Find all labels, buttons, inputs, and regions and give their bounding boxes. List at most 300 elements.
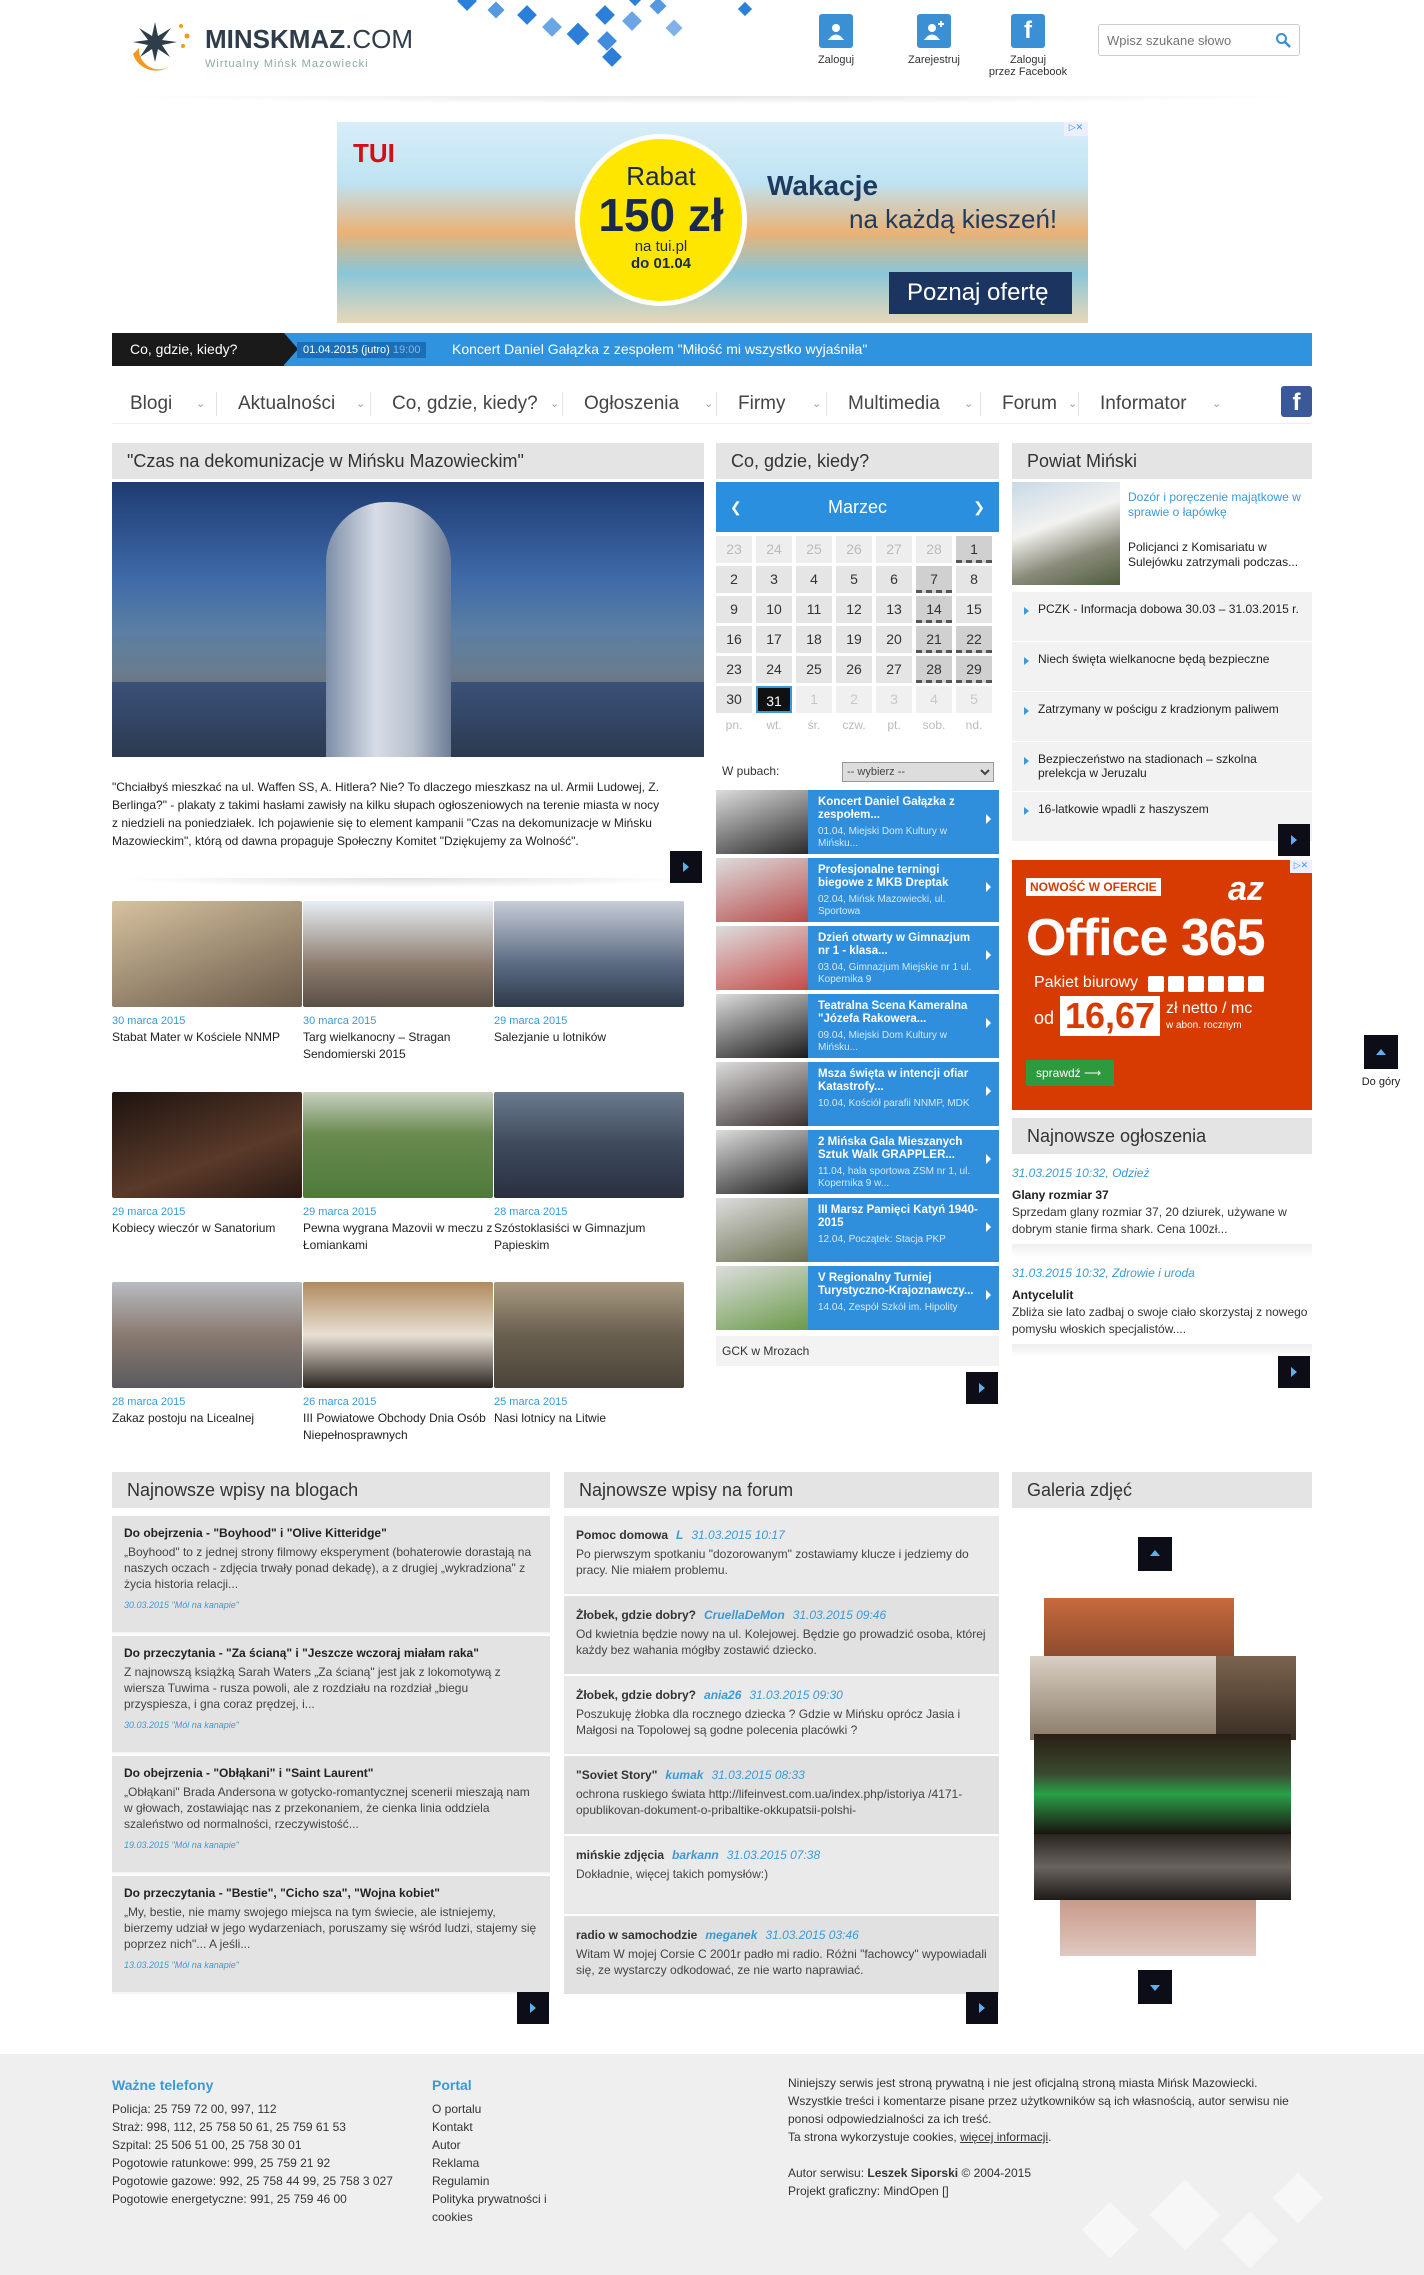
login-button[interactable] (788, 14, 884, 66)
forum-entry[interactable] (564, 1596, 999, 1674)
thumb-image (112, 1092, 302, 1198)
event-image (716, 1130, 808, 1194)
calendar-day[interactable]: 3 (876, 686, 912, 713)
event-title[interactable]: V Regionalny Turniej Turystyczno-Krajoznawczy... (818, 1272, 974, 1297)
powiat-item[interactable]: Niech święta wielkanocne będą bezpieczne (1012, 642, 1312, 692)
discount-label: Rabat (626, 161, 696, 191)
forum-entry[interactable] (564, 1676, 999, 1754)
calendar-day[interactable]: 2 (836, 686, 872, 713)
footer-link-rules[interactable]: Regulamin (432, 2174, 490, 2188)
calendar-day[interactable]: 27 (876, 536, 912, 563)
ticker-label: Co, gdzie, kiedy? (112, 333, 284, 366)
blog-entry-title[interactable]: Do obejrzenia - "Boyhood" i "Olive Kitteridge" (124, 1526, 387, 1540)
calendar-month: Marzec (827, 497, 887, 517)
calendar-day[interactable]: 9 (716, 596, 752, 623)
main-nav (112, 384, 1312, 424)
search-icon[interactable] (1275, 32, 1291, 48)
calendar-day[interactable]: 14 (916, 596, 952, 623)
ad-pakiet: Pakiet biurowy (1034, 974, 1139, 991)
feature-shadow (112, 878, 704, 888)
footer-link-privacy[interactable]: Polityka prywatności i cookies (432, 2192, 547, 2224)
forum-entry-date: 31.03.2015 10:17 (691, 1528, 785, 1542)
calendar-day[interactable]: 28 (916, 656, 952, 683)
calendar-day[interactable]: 10 (756, 596, 792, 623)
thumb-date: 28 marca 2015 (112, 1396, 186, 1408)
event-subtitle: 01.04, Miejski Dom Kultury w Mińsku... (818, 826, 947, 849)
blog-entry-text: „Obłąkani" Brada Andersona w gotycko-romantycznej scenerii mieszają nam w głowach, zostawiając nas z przekonaniem, że cienka linia oddziela szaleństwo od normalności, rzeczywistość... (124, 1785, 530, 1831)
powiat-top-title[interactable]: Dozór i poręczenie majątkowe w sprawie o łapówkę (1128, 490, 1301, 519)
calendar-day[interactable]: 5 (956, 686, 992, 713)
nav-item-co-gdzie-kiedy[interactable]: Co, gdzie, kiedy? ⌄ (392, 393, 560, 414)
event-title[interactable]: Msza święta w intencji ofiar Katastrofy... (818, 1068, 969, 1093)
calendar-title[interactable]: Co, gdzie, kiedy? (716, 443, 999, 479)
gallery-title[interactable]: Galeria zdjęć (1012, 1472, 1312, 1508)
calendar-day[interactable]: 23 (716, 536, 752, 563)
nav-separator (826, 392, 827, 416)
thumb-title[interactable]: Kobiecy wieczór w Sanatorium (112, 1221, 276, 1235)
calendar-day[interactable]: 17 (756, 626, 792, 653)
feature-text: "Chciałbyś mieszkać na ul. Waffen SS, A. Hitlera? Nie? To dlaczego mieszkasz na ul. Armii Ludowej, Z. Berlinga?" - plakaty z takimi hasłami zawisły na kilku słupach ogłoszeniowych na terenie miasta w nocy z niedzieli na poniedziałek. Ich pojawienie się to element kampanii "Czas na dekomunizacje w Mińsku Mazowieckim", którą od dawna propaguje Społeczny Komitet "Dziękujemy za Wolność". (112, 780, 660, 848)
nav-item-informator[interactable]: Informator ⌄ (1100, 393, 1222, 414)
nav-item-forum[interactable]: Forum ⌄ (1002, 393, 1078, 414)
event-subtitle: 02.04, Mińsk Mazowiecki, ul. Sportowa (818, 894, 946, 917)
site-logo[interactable] (125, 18, 413, 78)
calendar-day[interactable]: 2 (716, 566, 752, 593)
thumb-title[interactable]: Szóstoklasiści w Gimnazjum Papieskim (494, 1221, 646, 1252)
forum-title[interactable]: Najnowsze wpisy na forum (564, 1472, 999, 1508)
blog-entry-date: 19.03.2015 "Mól na kanapie" (124, 1840, 239, 1850)
discount-until: do 01.04 (630, 255, 692, 272)
event-title[interactable]: Koncert Daniel Gałązka z zespołem... (818, 796, 955, 821)
blog-entry-date: 13.03.2015 "Mól na kanapie" (124, 1960, 239, 1970)
thumb-image (494, 901, 684, 1007)
forum-entry[interactable] (564, 1836, 999, 1914)
thumb-title[interactable]: Targ wielkanocny – Stragan Sendomierski 2015 (303, 1030, 451, 1061)
go-top-button[interactable] (1364, 1035, 1398, 1069)
forum-entry-title[interactable]: Żłobek, gdzie dobry? (576, 1608, 697, 1622)
news-thumb[interactable] (112, 1092, 302, 1237)
powiat-top-text: Policjanci z Komisariatu w Sulejówku zatrzymali podczas... (1128, 540, 1299, 569)
nav-item-ogloszenia[interactable]: Ogłoszenia ⌄ (584, 393, 714, 414)
calendar-day[interactable]: 11 (796, 596, 832, 623)
news-thumb[interactable] (494, 1092, 684, 1254)
forum-entry-title[interactable]: "Soviet Story" (576, 1768, 658, 1782)
calendar-day[interactable]: 19 (836, 626, 872, 653)
nav-separator (370, 392, 371, 416)
event-title[interactable]: Profesjonalne terningi biegowe z MKB Dreptak (818, 864, 949, 889)
thumb-title[interactable]: Stabat Mater w Kościele NNMP (112, 1030, 281, 1044)
announcement-date: 31.03.2015 10:32, Odzież (1012, 1166, 1150, 1180)
forum-entry-text: Od kwietnia będzie nowy na ul. Kolejowej. Będzie go prowadzić osoba, której każdy bez wahania mógłby zostawić dziecko. (576, 1627, 986, 1657)
forum-entry-title[interactable]: radio w samochodzie (576, 1928, 698, 1942)
forum-entry-title[interactable]: Żłobek, gdzie dobry? (576, 1688, 697, 1702)
footer-link-contact[interactable]: Kontakt (432, 2120, 473, 2134)
thumb-image (494, 1282, 684, 1388)
blog-entry-title[interactable]: Do obejrzenia - "Obłąkani" i "Saint Laurent" (124, 1766, 374, 1780)
office-apps-icons (1148, 976, 1296, 994)
event-title[interactable]: 2 Mińska Gala Mieszanych Sztuk Walk GRAPPLER... (818, 1136, 963, 1161)
calendar-day[interactable]: 1 (796, 686, 832, 713)
gallery-next-button[interactable] (1138, 1970, 1172, 2004)
thumb-date: 26 marca 2015 (303, 1396, 377, 1408)
calendar-day[interactable]: 20 (876, 626, 912, 653)
calendar-event[interactable] (716, 1130, 999, 1196)
add-user-icon (917, 14, 951, 48)
tui-banner-ad[interactable] (337, 122, 1088, 323)
discount-amount: 150 zł (598, 189, 724, 241)
office365-ad[interactable] (1012, 860, 1312, 1110)
calendar-weekday: pt. (887, 718, 901, 732)
footer-link-author[interactable]: Autor (432, 2138, 461, 2152)
forum-entry-text: ochrona ruskiego świata http://lifeinvest.com.ua/index.php/istoriya /4171-opublikovan-dokument-o-pribaltike-okkupatsii-polshi- (576, 1787, 963, 1817)
gallery-photo[interactable] (1034, 1734, 1291, 1834)
thumb-date: 30 marca 2015 (303, 1015, 377, 1027)
thumb-date: 28 marca 2015 (494, 1206, 568, 1218)
blogs-more-button[interactable] (517, 1992, 549, 2024)
event-title[interactable]: III Marsz Pamięci Katyń 1940-2015 (818, 1204, 978, 1229)
thumb-image (303, 1282, 493, 1388)
facebook-icon: f (1011, 14, 1045, 48)
pubs-filter (716, 758, 999, 788)
ticker-text[interactable]: Koncert Daniel Gałązka z zespołem "Miłość mi wszystko wyjaśniła" (452, 341, 868, 357)
blog-entry[interactable] (112, 1516, 550, 1634)
user-icon (819, 14, 853, 48)
calendar-day[interactable]: 8 (956, 566, 992, 593)
register-label: Zarejestruj (908, 54, 960, 66)
calendar-weekday: nd. (965, 718, 983, 732)
ad-price: 16,67 (1060, 996, 1160, 1036)
powiat-item[interactable]: Zatrzymany w pościgu z kradzionym paliwem (1012, 692, 1312, 742)
announcement-text: Zbliża sie lato zadbaj o swoje ciało skorzystaj z nowego pomysłu włoskich specjalistów.... (1012, 1305, 1308, 1336)
blog-entry[interactable] (112, 1876, 550, 1994)
gallery-stack[interactable] (1030, 1598, 1295, 1958)
footer-portal (432, 2076, 582, 2226)
announcement-title[interactable]: Glany rozmiar 37 (1012, 1188, 1109, 1202)
calendar-day[interactable]: 4 (916, 686, 952, 713)
forum-entry-text: Poszukuję żłobka dla rocznego dziecka ? Gdzie w Mińsku oprócz Jasia i Małgosi na Topolowej są godne polecenia placówki ? (576, 1707, 961, 1737)
calendar-day[interactable]: 27 (876, 656, 912, 683)
blog-entry-date: 30.03.2015 "Mól na kanapie" (124, 1720, 239, 1730)
ad-od: od (1034, 1008, 1055, 1028)
forum-entry[interactable] (564, 1516, 999, 1594)
logo-name: MINSKMAZ.COM (205, 24, 413, 54)
powiat-item[interactable]: Bezpieczeństwo na stadionach – szkolna prelekcja w Jeruzalu (1012, 742, 1312, 792)
blog-entry-text: Z najnowszą książką Sarah Waters „Za ścianą" jest jak z lokomotywą z wiersza Tuwima - rusza powoli, ale z rozdziału na rozdział „biegu przyspiesza, i gna coraz prędzej, i... (124, 1665, 501, 1711)
chevron-right-icon (986, 1222, 991, 1232)
calendar-weekday: sob. (922, 718, 946, 732)
discount-site: na tui.pl (634, 238, 688, 255)
calendar-day[interactable]: 24 (756, 536, 792, 563)
powiat-item[interactable]: 16-latkowie wpadli z haszyszem (1012, 792, 1312, 842)
forum-entry-title[interactable]: Pomoc domowa (576, 1528, 669, 1542)
thumb-date: 29 marca 2015 (494, 1015, 568, 1027)
footer-portal-title: Portal (432, 2077, 472, 2093)
phone-line: Szpital: 25 506 51 00, 25 758 30 01 (112, 2138, 302, 2152)
calendar-day[interactable]: 30 (716, 686, 752, 713)
calendar-day[interactable]: 31 (756, 686, 792, 713)
news-thumb[interactable] (303, 1282, 493, 1444)
fb-login-label-1: Zaloguj (1009, 54, 1047, 66)
phone-line: Pogotowie energetyczne: 991, 25 759 46 00 (112, 2192, 347, 2206)
chevron-right-icon (986, 1154, 991, 1164)
adchoices-icon[interactable]: ▷✕ (1290, 860, 1312, 873)
blog-entry[interactable] (112, 1756, 550, 1874)
event-image (716, 1198, 808, 1262)
go-top-label[interactable]: Do góry (1361, 1076, 1401, 1088)
news-thumb[interactable] (303, 1092, 493, 1254)
footer-about (788, 2074, 1313, 2200)
forum-entry-text: Dokładnie, więcej takich pomysłów:) (576, 1867, 769, 1881)
calendar-weekday: czw. (842, 718, 866, 732)
forum-entry-user[interactable]: ania26 (704, 1688, 742, 1702)
powiat-more-button[interactable] (1278, 824, 1310, 856)
forum-entry-text: Witam W mojej Corsie C 2001r padło mi radio. Różni "fachowcy" wypowiadali się, ze wystarczy odkodować, ze nie warto naprawiać. (576, 1947, 987, 1977)
gck-label[interactable]: GCK w Mrozach (716, 1336, 999, 1366)
thumb-title[interactable]: Pewna wygrana Mazovii w meczu z Łomiankami (303, 1221, 493, 1252)
forum-entry-user[interactable]: meganek (705, 1928, 758, 1942)
header-shadow (100, 96, 1320, 104)
gallery-photo[interactable] (1216, 1656, 1296, 1740)
logo-star-icon (125, 18, 193, 76)
footer-link-ads[interactable]: Reklama (432, 2156, 480, 2170)
news-thumb[interactable] (494, 901, 684, 1046)
forum-entry-user[interactable]: CruellaDeMon (704, 1608, 785, 1622)
event-subtitle: 10.04, Kościół parafii NNMP, MDK (818, 1098, 970, 1109)
chevron-right-icon (986, 950, 991, 960)
thumb-image (303, 1092, 493, 1198)
calendar-day[interactable]: 5 (836, 566, 872, 593)
footer-link-about[interactable]: O portalu (432, 2102, 482, 2116)
ads-title[interactable]: Najnowsze ogłoszenia (1012, 1118, 1312, 1154)
forum-entry-user[interactable]: L (676, 1528, 684, 1542)
calendar-day[interactable]: 16 (716, 626, 752, 653)
chevron-right-icon (986, 1018, 991, 1028)
event-image (716, 1062, 808, 1126)
event-subtitle: 03.04, Gimnazjum Miejskie nr 1 ul. Kopernika 9 (818, 962, 972, 985)
calendar-day[interactable]: 26 (836, 536, 872, 563)
feature-image[interactable] (112, 482, 704, 757)
announcement-date: 31.03.2015 10:32, Zdrowie i uroda (1012, 1266, 1195, 1280)
chevron-right-icon (986, 814, 991, 824)
calendar-event[interactable] (716, 790, 999, 856)
calendar-day[interactable]: 29 (956, 656, 992, 683)
calendar-day[interactable]: 26 (836, 656, 872, 683)
footer-cookies: Ta strona wykorzystuje cookies, więcej informacji. (788, 2130, 1052, 2144)
phone-line: Pogotowie ratunkowe: 999, 25 759 21 92 (112, 2156, 331, 2170)
nav-separator (1078, 392, 1079, 416)
banner-cta-button[interactable]: Poznaj ofertę (889, 272, 1072, 314)
register-button[interactable] (886, 14, 982, 66)
thumb-title[interactable]: Zakaz postoju na Licealnej (112, 1411, 255, 1425)
event-image (716, 994, 808, 1058)
event-title[interactable]: Teatralna Scena Kameralna "Józefa Rakowera... (818, 1000, 968, 1025)
news-thumb[interactable] (303, 901, 493, 1063)
az-logo: az (1228, 870, 1264, 908)
nav-item-aktualnosci[interactable]: Aktualności ⌄ (238, 393, 366, 414)
calendar-day[interactable]: 6 (876, 566, 912, 593)
nav-separator (562, 392, 563, 416)
calendar-day[interactable]: 24 (756, 656, 792, 683)
calendar-day[interactable]: 25 (796, 536, 832, 563)
event-title[interactable]: Dzień otwarty w Gimnazjum nr 1 - klasa... (818, 932, 971, 957)
ad-new-badge: NOWOŚĆ W OFERCIE (1026, 878, 1161, 896)
announcement-text: Sprzedam glany rozmiar 37, 20 dziurek, używane w dobrym stanie firma shark. Cena 100zł... (1012, 1205, 1287, 1236)
ad-check-button[interactable]: sprawdź ⟶ (1026, 1060, 1114, 1086)
forum-entry-text: Po pierwszym spotkaniu "dozorowanym" zostawiamy klucze i jedziemy do pracy. Nie miałem problemu. (576, 1547, 969, 1577)
nav-item-multimedia[interactable]: Multimedia ⌄ (848, 393, 974, 414)
announcement[interactable] (1012, 1266, 1312, 1358)
header-decoration (440, 0, 770, 75)
forum-entry-user[interactable]: kumak (665, 1768, 704, 1782)
powiat-top-story[interactable] (1012, 482, 1312, 592)
forum-entry-date: 31.03.2015 07:38 (726, 1848, 821, 1862)
search-box (1098, 24, 1300, 56)
ad-title: Office 365 (1026, 909, 1265, 967)
tui-logo: TUI (353, 138, 395, 168)
thumb-image (112, 1282, 302, 1388)
calendar-day[interactable]: 23 (716, 656, 752, 683)
footer-phones (112, 2076, 412, 2208)
event-image (716, 858, 808, 922)
gallery-photo[interactable] (1034, 1834, 1291, 1900)
events-ticker[interactable] (112, 333, 1312, 366)
calendar-day[interactable]: 28 (916, 536, 952, 563)
thumb-date: 25 marca 2015 (494, 1396, 568, 1408)
calendar-day[interactable]: 12 (836, 596, 872, 623)
calendar-weekday: śr. (807, 718, 821, 732)
powiat-top-image (1012, 482, 1120, 585)
facebook-page-icon[interactable]: f (1281, 386, 1312, 417)
thumb-title[interactable]: Salezjanie u lotników (494, 1030, 607, 1044)
calendar-day[interactable]: 18 (796, 626, 832, 653)
gallery-photo[interactable] (1030, 1656, 1216, 1740)
event-subtitle: 12.04, Początek: Stacja PKP (818, 1234, 946, 1245)
chevron-right-icon (986, 1086, 991, 1096)
calendar-day[interactable]: 7 (916, 566, 952, 593)
footer-disclaimer: Niniejszy serwis jest stroną prywatną i nie jest oficjalną stroną miasta Mińsk Mazowiecki. (788, 2076, 1258, 2090)
blog-entry-text: „My, bestie, nie mamy swojego miejsca na tym świecie, ale istniejemy, bierzemy udział w jego wydarzeniach, poruszamy się wśród ludzi, stajemy się poprzez nich"... A jeśli... (124, 1905, 537, 1951)
phone-line: Straż: 998, 112, 25 758 50 61, 25 759 61 53 (112, 2120, 346, 2134)
pubs-select[interactable] (842, 762, 994, 782)
next-month-icon[interactable]: ❯ (973, 499, 985, 515)
footer-disclaimer: Wszystkie treści i komentarze pisane przez użytkowników są ich własnością, autor serwisu nie ponosi odpowiedzialności za ich treść. (788, 2094, 1289, 2126)
calendar-weekday: wt. (766, 718, 782, 732)
ad-netto: zł netto / mc (1166, 1000, 1253, 1017)
powiat-item[interactable]: PCZK - Informacja dobowa 30.03 – 31.03.2015 r. (1012, 592, 1312, 642)
calendar-day[interactable]: 4 (796, 566, 832, 593)
calendar-event[interactable] (716, 1062, 999, 1128)
blog-entry[interactable] (112, 1636, 550, 1754)
calendar-day[interactable]: 25 (796, 656, 832, 683)
event-image (716, 790, 808, 854)
login-label: Zaloguj (817, 54, 855, 66)
event-subtitle: 14.04, Zespół Szkół im. Hipolity (818, 1302, 958, 1313)
footer-design: Projekt graficzny: MindOpen [] (788, 2184, 949, 2198)
powiat-title[interactable]: Powiat Miński (1012, 443, 1312, 479)
calendar-event[interactable] (716, 1266, 999, 1332)
adchoices-icon[interactable]: ▷✕ (1064, 122, 1088, 136)
fb-login-label-2: przez Facebook (988, 66, 1068, 78)
gallery-photo[interactable] (1060, 1900, 1256, 1956)
forum-entry-title[interactable]: mińskie zdjęcia (576, 1848, 665, 1862)
prev-month-icon[interactable]: ❮ (730, 499, 742, 515)
event-subtitle: 09.04, Miejski Dom Kultury w Mińsku... (818, 1030, 947, 1053)
blog-entry-title[interactable]: Do przeczytania - "Za ścianą" i "Jeszcze wczoraj miałam raka" (124, 1646, 479, 1660)
calendar-event[interactable] (716, 858, 999, 924)
pubs-label: W pubach: (722, 764, 780, 778)
calendar-day[interactable]: 1 (956, 536, 992, 563)
gallery-prev-button[interactable] (1138, 1537, 1172, 1571)
forum-entry[interactable] (564, 1756, 999, 1834)
author-name[interactable]: Leszek Siporski (867, 2166, 959, 2180)
phone-line: Pogotowie gazowe: 992, 25 758 44 99, 25 758 3 027 (112, 2174, 393, 2188)
facebook-login-button[interactable] (980, 14, 1076, 78)
discount-badge (575, 134, 747, 306)
calendar-day[interactable]: 21 (916, 626, 952, 653)
banner-headline: Wakacje (767, 170, 879, 201)
logo-tagline: Wirtualny Mińsk Mazowiecki (205, 58, 369, 70)
banner-subheadline: na każdą kieszeń! (849, 204, 1058, 234)
forum-entry-user[interactable]: barkann (672, 1848, 719, 1862)
ticker-date: 01.04.2015 (jutro) 19:00 (297, 342, 426, 358)
news-thumb[interactable] (112, 901, 302, 1046)
calendar-day[interactable]: 15 (956, 596, 992, 623)
calendar-weekday: pn. (725, 718, 743, 732)
calendar-header (716, 482, 999, 532)
thumb-title[interactable]: Nasi lotnicy na Litwie (494, 1411, 607, 1425)
forum-entry-date: 31.03.2015 03:46 (765, 1928, 859, 1942)
gallery-photo[interactable] (1044, 1598, 1234, 1660)
thumb-date: 29 marca 2015 (112, 1206, 186, 1218)
forum-entry[interactable] (564, 1916, 999, 1994)
calendar-day[interactable]: 22 (956, 626, 992, 653)
footer-phones-title: Ważne telefony (112, 2077, 214, 2093)
calendar-event[interactable] (716, 994, 999, 1060)
thumb-image (494, 1092, 684, 1198)
nav-separator (216, 392, 217, 416)
feature-title[interactable]: "Czas na dekomunizacje w Mińsku Mazowieckim" (112, 443, 704, 479)
forum-entry-date: 31.03.2015 09:30 (749, 1688, 843, 1702)
forum-entry-date: 31.03.2015 09:46 (792, 1608, 887, 1622)
cookies-link[interactable]: więcej informacji (960, 2130, 1049, 2144)
announcement-title[interactable]: Antycelulit (1012, 1288, 1074, 1302)
nav-item-blogi[interactable]: Blogi ⌄ (130, 393, 206, 414)
nav-separator (980, 392, 981, 416)
blogs-title[interactable]: Najnowsze wpisy na blogach (112, 1472, 550, 1508)
calendar-day[interactable]: 13 (876, 596, 912, 623)
chevron-right-icon (986, 1290, 991, 1300)
news-thumb[interactable] (494, 1282, 684, 1427)
ads-more-button[interactable] (1278, 1356, 1310, 1388)
announcement[interactable] (1012, 1166, 1312, 1258)
thumb-title[interactable]: III Powiatowe Obchody Dnia Osób Niepełnosprawnych (303, 1411, 486, 1442)
calendar-more-button[interactable] (966, 1372, 998, 1404)
forum-more-button[interactable] (966, 1992, 998, 2024)
nav-item-firmy[interactable]: Firmy ⌄ (738, 393, 822, 414)
thumb-date: 30 marca 2015 (112, 1015, 186, 1027)
search-input[interactable] (1099, 25, 1259, 55)
event-image (716, 926, 808, 990)
blog-entry-title[interactable]: Do przeczytania - "Bestie", "Cicho sza", "Wojna kobiet" (124, 1886, 440, 1900)
calendar-event[interactable] (716, 1198, 999, 1264)
event-image (716, 1266, 808, 1330)
calendar-day[interactable]: 3 (756, 566, 792, 593)
ad-abonament: w abon. rocznym (1166, 1020, 1242, 1031)
thumb-date: 29 marca 2015 (303, 1206, 377, 1218)
calendar-event[interactable] (716, 926, 999, 992)
blog-entry-text: „Boyhood" to z jednej strony filmowy eksperyment (bohaterowie dorastają na naszych oczach - zdjęcia trwały ponad dekadę), a z drugiej „wykradziona" z życia historia relacji... (124, 1545, 532, 1591)
news-thumb[interactable] (112, 1282, 302, 1427)
